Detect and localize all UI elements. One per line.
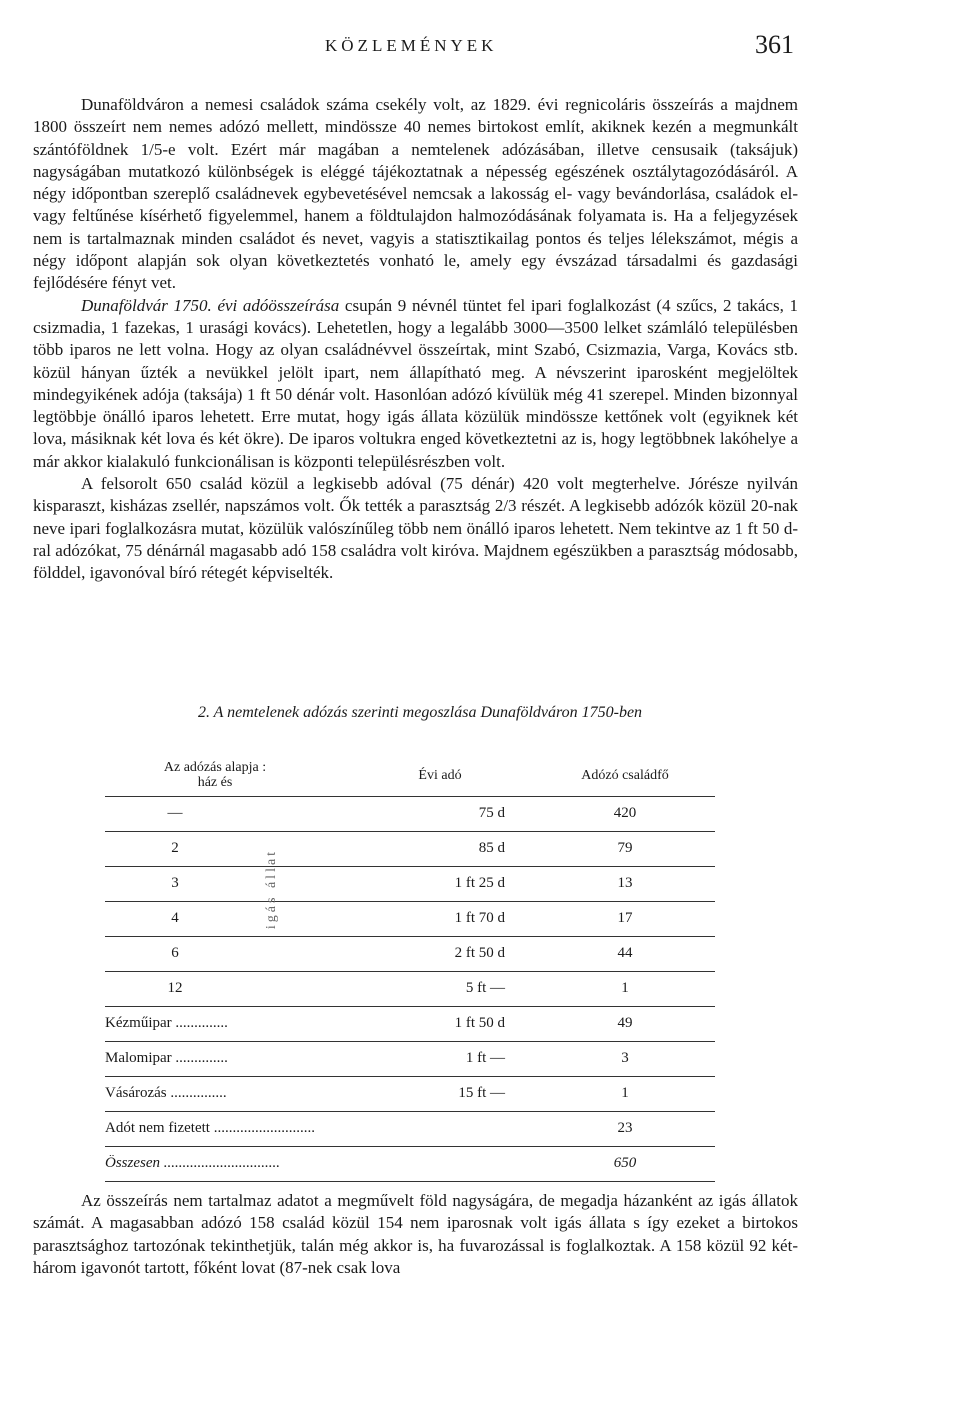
cell-basis: 4: [171, 910, 179, 926]
page-number: 361: [755, 30, 794, 59]
cell-tax: 1 ft 50 d: [454, 1015, 505, 1031]
cell-basis: Vásározás ...............: [105, 1085, 227, 1101]
tax-distribution-table: [105, 752, 715, 1182]
header-households: Adózó családfő: [581, 768, 669, 783]
cell-tax: 5 ft —: [465, 980, 505, 996]
lower-body-text: [33, 1190, 798, 1279]
cell-basis: 12: [167, 980, 183, 996]
table-row: [105, 937, 715, 972]
cell-tax: 1 ft 70 d: [454, 910, 505, 926]
cell-count: 420: [613, 805, 637, 821]
cell-basis: 2: [171, 840, 179, 856]
header-basis-line1: Az adózás alapja :: [163, 760, 267, 775]
cell-tax: 85 d: [478, 840, 505, 856]
table-row: [105, 832, 715, 867]
cell-basis: Malomipar ..............: [105, 1050, 228, 1066]
cell-count: 49: [617, 1015, 633, 1031]
upper-body-text: [33, 94, 798, 585]
cell-count: 1: [621, 980, 629, 996]
cell-basis: 6: [171, 945, 179, 961]
cell-tax: 1 ft —: [465, 1050, 505, 1066]
vertical-label-text: igás állat: [264, 848, 279, 930]
table-header: [105, 752, 715, 797]
closing-paragraph: Az összeírás nem tartalmaz adatot a megművelt föld nagyságára, de megadja házanként az igás állatok számát. A magasabban adózó 158 család közül 154 nem iparosnak volt igás állata s így ezeket a birtokos parasztsághoz tartozónak tekinthetjük, talán még akkor is, ha fuvarozással is foglalkoztak. A 158 közül 92 két-három igavonót tartott, főként lovat (87-nek csak lova: [33, 1191, 798, 1277]
cell-count: 17: [617, 910, 633, 926]
cell-count: 3: [621, 1050, 629, 1066]
italic-lead: Dunaföldvár 1750. évi adóösszeírása: [81, 295, 340, 315]
cell-basis: Adót nem fizetett ...........................: [105, 1120, 315, 1136]
paragraph-2-text: csupán 9 névnél tüntet fel ipari foglalkozást (4 szűcs, 2 takács, 1 csizmadia, 1 fazekas, 1 urasági kovács). Lehetetlen, hogy a legalább 3000—3500 lelket számláló településben több iparos ne lett volna. Hogy az olyan családnévvel összeírtak, mint Szabó, Csizmazia, Varga, Kovács stb. közül hányan űzték a nevükkel jelölt ipart, nem állapítható meg. A névszerint iparosként megjelöltek mindegyikének adója (taksája) 1 ft 50 dénár volt. Hasonlóan adózó kívülük még 41 szerepel. Minden bizonnyal legtöbbje önálló iparos lehetett. Erre mutat, hogy igás állata közülük mindössze kettőnek volt (egyiknek két lova, másiknak két lova és két ökre). De iparos voltukra enged következtetni az is, hogy legtöbbnek lakóhelye a már akkor kialakuló funkcionálisan is központi településrészben volt.: [33, 295, 798, 471]
cell-basis: 3: [171, 875, 179, 891]
cell-tax: 1 ft 25 d: [454, 875, 505, 891]
header-annual-tax: Évi adó: [418, 768, 462, 783]
table-title: 2. A nemtelenek adózás szerinti megoszlása Dunaföldváron 1750-ben: [197, 704, 643, 721]
cell-tax: 15 ft —: [458, 1085, 505, 1101]
cell-tax: 75 d: [478, 805, 505, 821]
cell-count: 650: [613, 1155, 637, 1171]
cell-count: 1: [621, 1085, 629, 1101]
table-row: [105, 797, 715, 832]
cell-count: 79: [617, 840, 633, 856]
table-row: [105, 867, 715, 902]
cell-basis: Összesen ...............................: [105, 1155, 280, 1171]
paragraph-2: [33, 295, 798, 473]
table-row: [105, 972, 715, 1007]
table-row: [105, 1007, 715, 1042]
table-row-total: [105, 1147, 715, 1182]
table-row: [105, 1112, 715, 1147]
vertical-label: [255, 804, 289, 974]
table-row: [105, 1077, 715, 1112]
header-basis-line2: ház és: [197, 775, 233, 790]
table-row: [105, 902, 715, 937]
paragraph-1: Dunaföldváron a nemesi családok száma csekély volt, az 1829. évi regnicoláris összeírás a majdnem 1800 összeírt nem nemes adózó mellett, mindössze 40 nemes birtokost említ, akiknek kezén a megmunkált szántóföldnek 1/5-e volt. Ezért már magában a nemtelenek adózásában, illetve censusaik (taksájuk) nagyságában mutatkozó különbségek is eléggé tájékoztatnak a népesség egészének osztálytagozódásáról. A négy időpontban szereplő családnevek egybevetésével nemcsak a lakosság el- vagy bevándorlása, családok el- vagy feltűnése kísérhető figyelemmel, hanem a földtulajdon halmozódásának folyamata is. Ha a feljegyzések nem is tartalmaznak minden családot és nevet, vagyis a statisztikailag pontos és teljes lélekszámot, mégis a négy időpont alapján sok olyan következtetés vonható le, amely egy évszázad társadalmi és gazdasági fejlődésére fényt vet.: [33, 95, 798, 293]
cell-basis: —: [167, 805, 183, 821]
cell-count: 44: [617, 945, 633, 961]
paragraph-3: A felsorolt 650 család közül a legkisebb adóval (75 dénár) 420 volt megterhelve. Jórésze nyilván kisparaszt, kisházas zsellér, napszámos volt. Ők tették a parasztság 2/3 részét. A legkisebb adózók közül 20-nak neve ipari foglalkozásra mutat, közülük valószínűleg több nem önálló iparos lehetett. Nem tekintve az 1 ft 50 d-ral adózókat, 75 dénárnál magasabb adó 158 családra volt kiróva. Majdnem egészükben a parasztság módosabb, földdel, igavonóval bíró rétegét képviselték.: [33, 474, 798, 583]
table-row: [105, 1042, 715, 1077]
running-title: KÖZLEMÉNYEK: [325, 36, 498, 55]
cell-basis: Kézműipar ..............: [105, 1015, 228, 1031]
cell-tax: 2 ft 50 d: [454, 945, 505, 961]
running-head: [0, 30, 960, 64]
cell-count: 13: [617, 875, 633, 891]
cell-count: 23: [617, 1120, 633, 1136]
header-basis: [145, 760, 285, 790]
